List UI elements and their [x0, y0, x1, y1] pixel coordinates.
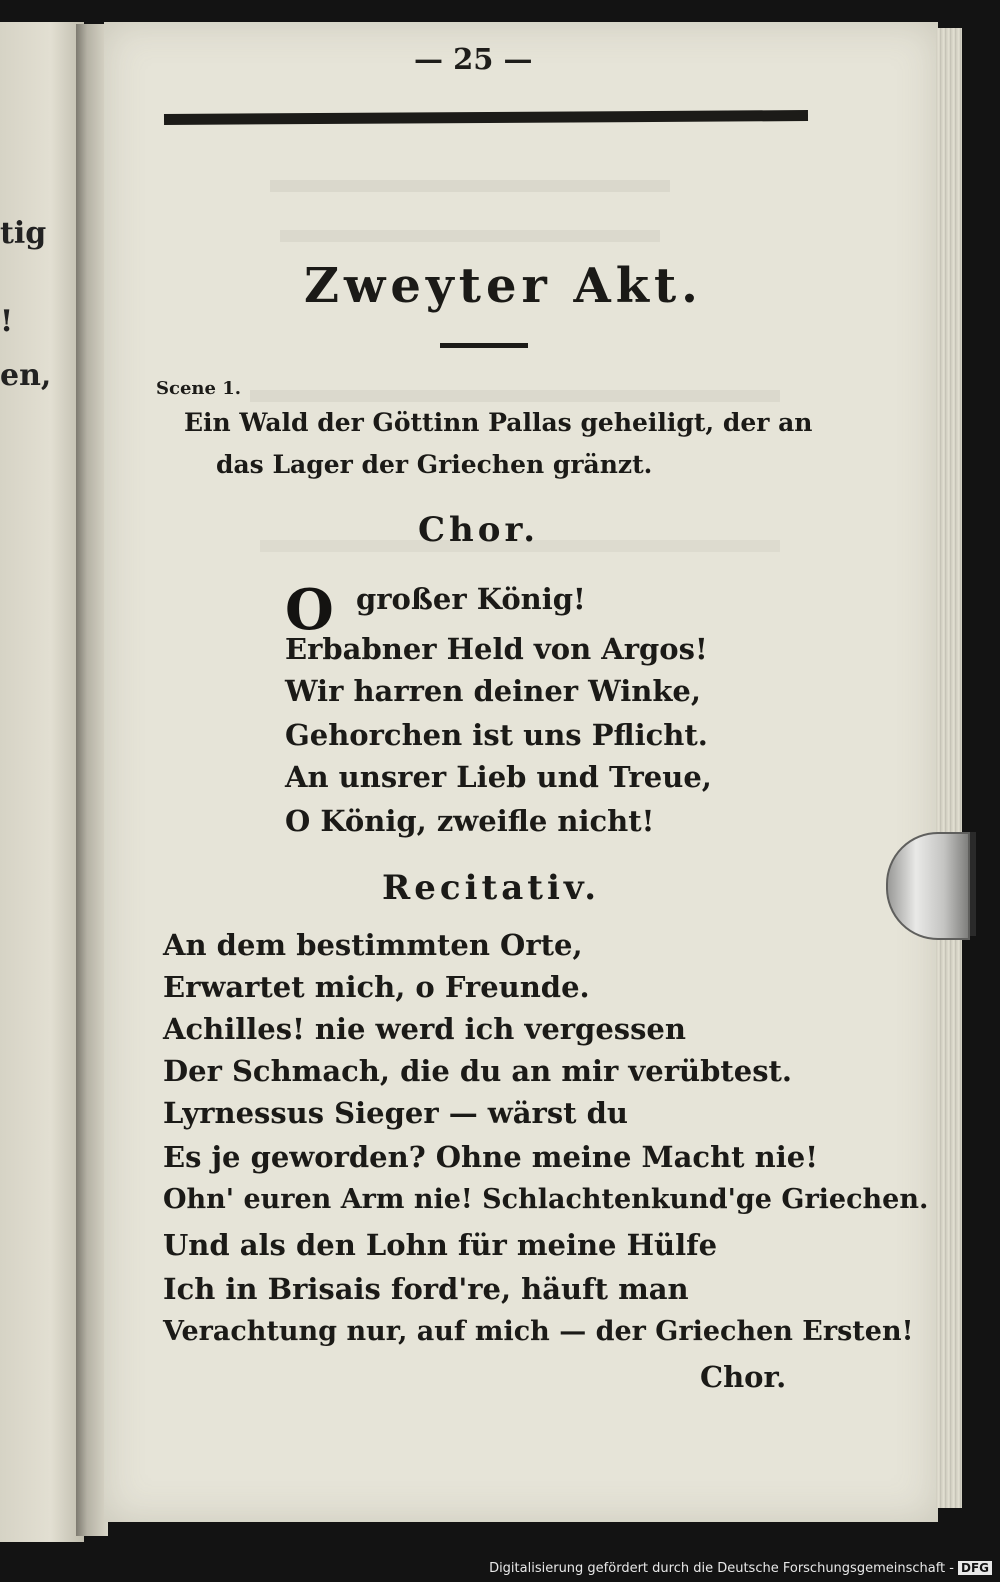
digitization-footer [489, 1561, 992, 1576]
verse-line: Erwartet mich, o Freunde. [163, 970, 590, 1004]
left-page-fragment: tig [0, 216, 47, 251]
verse-line: Lyrnessus Sieger — wärst du [163, 1096, 629, 1130]
verse-line: Es je geworden? Ohne meine Macht nie! [163, 1140, 818, 1174]
scene-description-line: das Lager der Griechen gränzt. [216, 450, 653, 479]
act-title: Zweyter Akt. [304, 258, 703, 314]
bleed-through [280, 230, 660, 242]
left-page-fragment: en, [0, 358, 52, 393]
verse-line: Ohn' euren Arm nie! Schlachtenkund'ge Griechen. [163, 1184, 929, 1215]
verse-line: Ich in Brisais ford're, häuft man [163, 1272, 689, 1306]
verse-line: Erbabner Held von Argos! [285, 632, 708, 666]
page-edges [936, 28, 962, 1508]
verse-line: großer König! [356, 582, 586, 616]
bleed-through [270, 180, 670, 192]
verse-line: Gehorchen ist uns Pflicht. [285, 718, 708, 752]
title-rule [440, 343, 528, 348]
verse-line: An dem bestimmten Orte, [163, 928, 583, 962]
scene-label: Scene 1. [156, 378, 242, 399]
verse-line: Verachtung nur, auf mich — der Griechen Ersten! [163, 1316, 914, 1347]
verse-line: O König, zweifle nicht! [285, 804, 655, 838]
page-number: — 25 — [414, 42, 533, 76]
verse-line: Achilles! nie werd ich vergessen [163, 1012, 686, 1046]
verse-line: Wir harren deiner Winke, [285, 674, 701, 708]
verse-line: Der Schmach, die du an mir verübtest. [163, 1054, 793, 1088]
catchword: Chor. [700, 1360, 787, 1394]
recitativ-heading: Recitativ. [382, 868, 601, 908]
bleed-through [250, 390, 780, 402]
left-page-fragment: ! [0, 304, 14, 339]
footer-text: Digitalisierung gefördert durch die Deutsche Forschungsgemeinschaft - [489, 1561, 954, 1576]
dfg-logo: DFG [958, 1561, 992, 1575]
scene-description-line: Ein Wald der Göttinn Pallas geheiligt, der an [184, 408, 813, 437]
verse-line: An unsrer Lieb und Treue, [285, 760, 712, 794]
verse-line: Und als den Lohn für meine Hülfe [163, 1228, 718, 1262]
chorus-heading: Chor. [418, 510, 540, 550]
drop-cap: O [285, 577, 334, 643]
left-page [0, 22, 84, 1542]
